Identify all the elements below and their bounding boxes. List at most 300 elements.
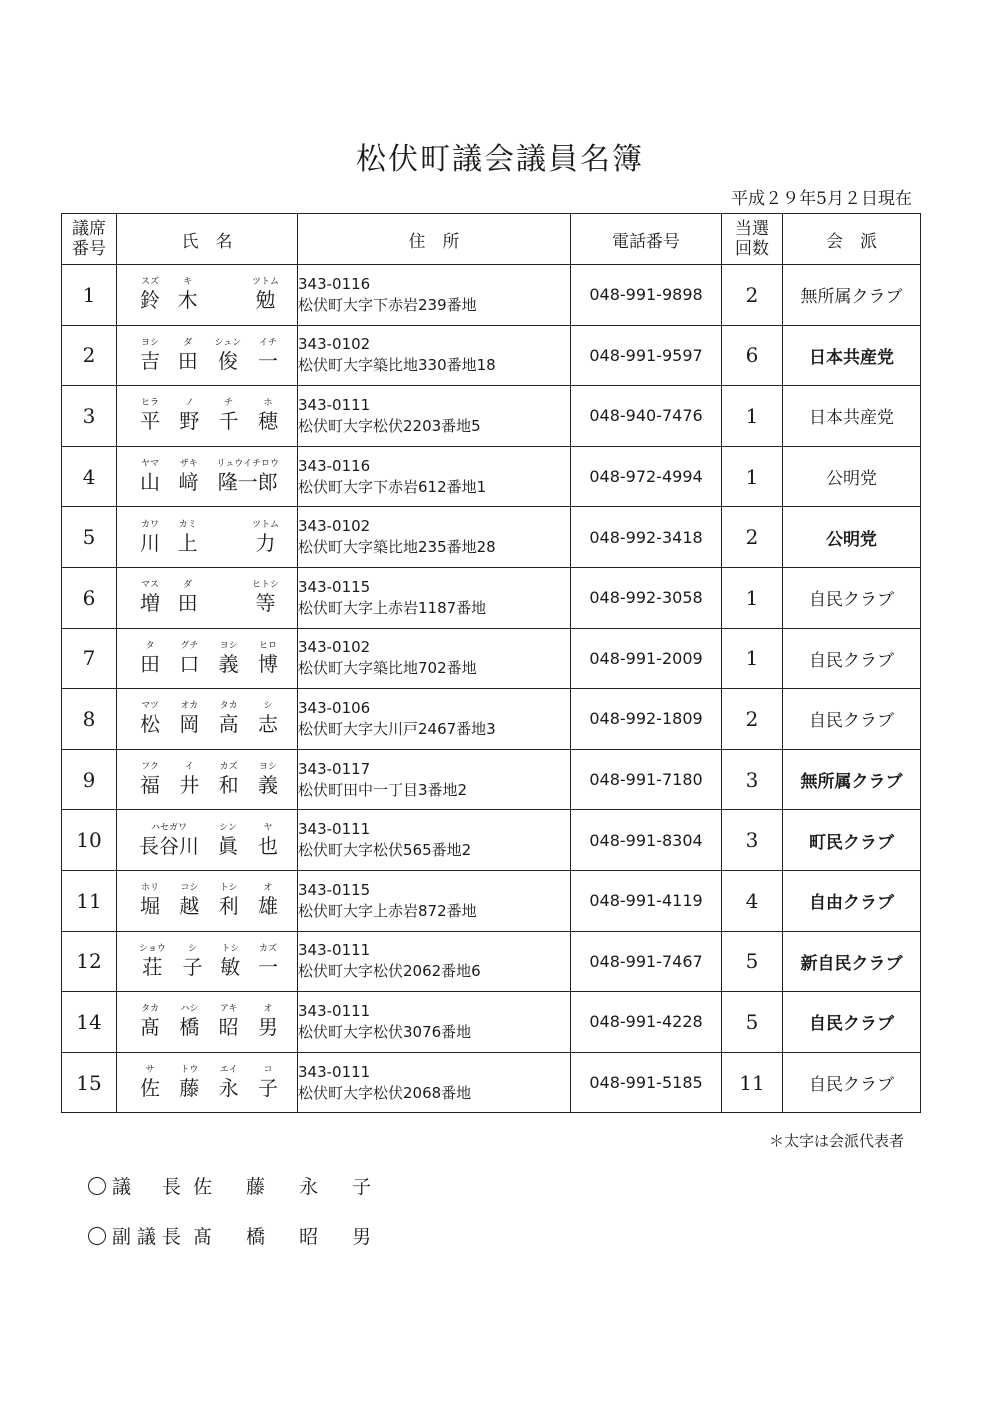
officer-name: 佐 藤 永 子 xyxy=(193,1176,386,1198)
member-phone: 048-991-2009 xyxy=(571,628,722,689)
member-phone: 048-991-4228 xyxy=(571,992,722,1053)
election-count: 1 xyxy=(722,628,783,689)
name-kanji: 川 xyxy=(140,530,160,555)
name-reading: オ xyxy=(263,1004,273,1015)
name-part xyxy=(139,398,161,433)
name-kanji: 千 xyxy=(218,409,239,434)
election-count: 3 xyxy=(722,749,783,810)
election-count: 5 xyxy=(722,992,783,1053)
name-part xyxy=(257,944,279,979)
name-part xyxy=(139,944,166,979)
officer-chair xyxy=(88,1172,385,1199)
officer-role: 議 長 xyxy=(112,1176,188,1198)
table-row xyxy=(62,992,921,1053)
member-address xyxy=(298,507,571,568)
name-reading: ダ xyxy=(183,337,193,348)
seat-number: 1 xyxy=(62,265,117,326)
member-faction: 無所属クラブ xyxy=(783,265,921,326)
member-name xyxy=(117,386,298,447)
member-name xyxy=(117,992,298,1053)
election-count: 2 xyxy=(722,265,783,326)
name-part xyxy=(139,762,161,797)
name-kanji: 義 xyxy=(218,651,239,676)
table-row xyxy=(62,507,921,568)
name-part xyxy=(257,1004,279,1039)
member-name xyxy=(117,446,298,507)
postal-code: 343-0111 xyxy=(298,1001,371,1020)
postal-code: 343-0116 xyxy=(298,456,371,475)
name-reading: ハセガワ xyxy=(150,822,187,833)
election-count: 3 xyxy=(722,810,783,871)
member-name-group xyxy=(117,338,297,373)
street-address: 松伏町大字松伏2062番地6 xyxy=(298,962,481,981)
name-reading: アキ xyxy=(219,1004,238,1015)
name-part xyxy=(139,520,161,555)
member-faction: 自民クラブ xyxy=(783,628,921,689)
name-part xyxy=(214,338,241,373)
name-kanji: 穂 xyxy=(257,409,278,434)
name-reading: イチ xyxy=(258,337,277,348)
name-part xyxy=(139,580,161,615)
name-kanji: 福 xyxy=(140,773,160,798)
name-part xyxy=(218,701,240,736)
election-count: 1 xyxy=(722,567,783,628)
table-row xyxy=(62,1052,921,1113)
name-reading: シン xyxy=(219,822,237,833)
member-faction: 公明党 xyxy=(783,507,921,568)
seat-number: 12 xyxy=(62,931,117,992)
table-row xyxy=(62,870,921,931)
name-reading: キ xyxy=(183,277,193,288)
member-name-group xyxy=(117,580,297,615)
name-reading: コシ xyxy=(180,883,199,894)
name-part xyxy=(177,580,199,615)
name-reading: ザキ xyxy=(179,459,198,470)
name-part xyxy=(139,277,161,312)
postal-code: 343-0111 xyxy=(298,1062,371,1081)
table-row xyxy=(62,265,921,326)
name-part xyxy=(257,1065,279,1100)
name-reading: ヒロ xyxy=(258,640,277,651)
header-phone: 電話番号 xyxy=(571,214,722,265)
name-kanji: 和 xyxy=(218,773,239,798)
postal-code: 343-0111 xyxy=(298,820,371,839)
seat-number: 2 xyxy=(62,325,117,386)
name-reading: ヒラ xyxy=(140,398,159,409)
name-kanji: 堀 xyxy=(140,894,160,919)
member-name xyxy=(117,749,298,810)
name-kanji: 吉 xyxy=(140,348,160,373)
name-part xyxy=(214,580,236,615)
name-kanji: 高 xyxy=(218,712,239,737)
postal-code: 343-0102 xyxy=(298,638,371,657)
name-kanji: 佐 xyxy=(140,1076,160,1101)
name-reading: チ xyxy=(224,398,234,409)
name-reading: ツトム xyxy=(251,519,279,530)
name-kanji: 田 xyxy=(140,651,160,676)
name-part xyxy=(257,338,279,373)
name-kanji: 長谷川 xyxy=(139,833,199,858)
name-reading: フク xyxy=(141,762,159,773)
name-reading: マツ xyxy=(141,701,159,712)
name-part xyxy=(257,762,279,797)
name-kanji: 勉 xyxy=(255,288,276,313)
member-faction: 日本共産党 xyxy=(783,386,921,447)
election-count: 6 xyxy=(722,325,783,386)
street-address: 松伏町田中一丁目3番地2 xyxy=(298,780,468,799)
name-kanji: 増 xyxy=(140,591,160,616)
election-count: 2 xyxy=(722,689,783,750)
member-address xyxy=(298,689,571,750)
name-reading: ホ xyxy=(263,398,273,409)
name-part xyxy=(139,883,161,918)
name-kanji: 岡 xyxy=(179,712,200,737)
postal-code: 343-0115 xyxy=(298,880,371,899)
table-row xyxy=(62,931,921,992)
name-kanji: 永 xyxy=(218,1076,239,1101)
bold-note: ＊太字は会派代表者 xyxy=(768,1132,904,1150)
name-reading: スズ xyxy=(140,277,159,288)
name-kanji: 﨑 xyxy=(178,470,199,495)
election-count: 4 xyxy=(722,870,783,931)
member-name-group xyxy=(117,520,297,555)
name-kanji: 俊 xyxy=(217,348,238,373)
member-address xyxy=(298,265,571,326)
table-row xyxy=(62,749,921,810)
member-name xyxy=(117,507,298,568)
name-kanji: 上 xyxy=(177,530,198,555)
name-reading: トウ xyxy=(180,1065,199,1076)
election-count: 5 xyxy=(722,931,783,992)
name-kanji: 男 xyxy=(257,1015,278,1040)
member-faction: 町民クラブ xyxy=(783,810,921,871)
name-part xyxy=(178,641,200,676)
seat-number: 14 xyxy=(62,992,117,1053)
member-name xyxy=(117,1052,298,1113)
name-part xyxy=(218,398,240,433)
name-reading: マス xyxy=(140,580,159,591)
member-address xyxy=(298,1052,571,1113)
name-reading: カズ xyxy=(258,943,277,954)
member-phone: 048-991-4119 xyxy=(571,870,722,931)
name-kanji: 木 xyxy=(177,288,198,313)
name-part xyxy=(257,823,279,858)
name-reading: ノ xyxy=(184,398,194,409)
member-name xyxy=(117,265,298,326)
table-row xyxy=(62,446,921,507)
member-phone: 048-991-9597 xyxy=(571,325,722,386)
header-name: 氏 名 xyxy=(117,214,298,265)
name-kanji: 山 xyxy=(140,470,160,495)
member-faction: 新自民クラブ xyxy=(783,931,921,992)
name-kanji: 利 xyxy=(218,894,239,919)
name-part xyxy=(214,520,236,555)
name-reading: カワ xyxy=(140,519,159,530)
name-part xyxy=(178,1004,200,1039)
name-part xyxy=(182,944,204,979)
street-address: 松伏町大字上赤岩872番地 xyxy=(298,901,477,920)
name-kanji: 等 xyxy=(255,591,276,616)
member-name-group xyxy=(117,1004,297,1039)
name-reading: ホリ xyxy=(140,883,159,894)
name-kanji: 平 xyxy=(140,409,160,434)
seat-number: 6 xyxy=(62,567,117,628)
officer-role: 副議長 xyxy=(112,1226,188,1248)
member-name xyxy=(117,931,298,992)
seat-number: 10 xyxy=(62,810,117,871)
name-part xyxy=(219,944,241,979)
member-faction: 自民クラブ xyxy=(783,567,921,628)
name-kanji: 越 xyxy=(179,894,200,919)
member-phone: 048-991-5185 xyxy=(571,1052,722,1113)
name-reading: コ xyxy=(263,1065,273,1076)
name-reading: エイ xyxy=(219,1065,238,1076)
member-address xyxy=(298,325,571,386)
name-kanji: 雄 xyxy=(257,894,278,919)
street-address: 松伏町大字上赤岩1187番地 xyxy=(298,598,487,617)
seat-number: 15 xyxy=(62,1052,117,1113)
name-part xyxy=(139,823,199,858)
name-part xyxy=(218,883,240,918)
name-reading: イ xyxy=(184,762,194,773)
seat-number: 9 xyxy=(62,749,117,810)
election-count: 11 xyxy=(722,1052,783,1113)
name-kanji: 鈴 xyxy=(140,288,160,313)
member-phone: 048-992-1809 xyxy=(571,689,722,750)
name-part xyxy=(178,701,200,736)
table-row xyxy=(62,567,921,628)
member-name-group xyxy=(117,459,297,494)
name-part xyxy=(217,823,239,858)
name-part xyxy=(139,701,161,736)
name-reading: ショウ xyxy=(139,943,166,954)
member-phone: 048-992-3418 xyxy=(571,507,722,568)
header-election-count xyxy=(722,214,783,265)
member-name-group xyxy=(117,641,297,676)
name-kanji: 野 xyxy=(179,409,200,434)
election-count: 1 xyxy=(722,446,783,507)
header-seat-line2: 番号 xyxy=(72,239,106,259)
seat-number: 3 xyxy=(62,386,117,447)
member-name-group xyxy=(117,762,297,797)
name-part xyxy=(178,883,200,918)
name-kanji: 力 xyxy=(255,530,276,555)
member-phone: 048-992-3058 xyxy=(571,567,722,628)
name-part xyxy=(139,641,161,676)
street-address: 松伏町大字築比地235番地28 xyxy=(298,538,496,557)
postal-code: 343-0117 xyxy=(298,759,371,778)
seat-number: 11 xyxy=(62,870,117,931)
header-seat-line1: 議席 xyxy=(72,219,106,239)
postal-code: 343-0116 xyxy=(298,274,371,293)
name-reading: ヒトシ xyxy=(251,580,279,591)
name-kanji: 志 xyxy=(257,712,278,737)
table-header-row xyxy=(62,214,921,265)
name-reading: グチ xyxy=(180,640,199,651)
as-of-date: 平成２９年5月２日現在 xyxy=(731,189,912,209)
member-name-group xyxy=(117,701,297,736)
postal-code: 343-0106 xyxy=(298,698,371,717)
name-kanji: 昭 xyxy=(218,1015,239,1040)
street-address: 松伏町大字下赤岩612番地1 xyxy=(298,477,487,496)
name-reading: タカ xyxy=(140,1004,159,1015)
roster-body xyxy=(62,265,921,1113)
seat-number: 8 xyxy=(62,689,117,750)
member-address xyxy=(298,749,571,810)
name-part xyxy=(257,701,279,736)
name-kanji: 義 xyxy=(257,773,278,798)
header-seat-number xyxy=(62,214,117,265)
table-row xyxy=(62,689,921,750)
name-part xyxy=(178,1065,200,1100)
name-kanji: 荘 xyxy=(142,954,163,979)
name-part xyxy=(177,520,199,555)
name-part xyxy=(214,277,236,312)
member-name-group xyxy=(117,944,297,979)
name-part xyxy=(252,580,279,615)
name-part xyxy=(218,641,240,676)
name-kanji: 眞 xyxy=(218,833,238,858)
election-count: 1 xyxy=(722,386,783,447)
name-kanji: 井 xyxy=(179,773,200,798)
circle-bullet-icon xyxy=(88,1227,106,1245)
name-reading: トシ xyxy=(219,883,238,894)
member-name xyxy=(117,870,298,931)
street-address: 松伏町大字築比地330番地18 xyxy=(298,356,496,375)
postal-code: 343-0111 xyxy=(298,941,371,960)
seat-number: 5 xyxy=(62,507,117,568)
member-name-group xyxy=(117,398,297,433)
name-reading: トシ xyxy=(221,943,240,954)
street-address: 松伏町大字松伏2203番地5 xyxy=(298,416,481,435)
name-reading: ダ xyxy=(183,580,193,591)
name-kanji: 一 xyxy=(257,348,278,373)
name-kanji: 藤 xyxy=(179,1076,200,1101)
postal-code: 343-0102 xyxy=(298,335,371,354)
member-faction: 日本共産党 xyxy=(783,325,921,386)
street-address: 松伏町大字松伏2068番地 xyxy=(298,1083,472,1102)
name-part xyxy=(139,338,161,373)
name-part xyxy=(178,398,200,433)
name-reading: リュウイチロウ xyxy=(216,459,279,470)
name-reading: ヤマ xyxy=(140,459,159,470)
member-address xyxy=(298,810,571,871)
table-row xyxy=(62,810,921,871)
member-name xyxy=(117,567,298,628)
name-kanji: 田 xyxy=(177,591,198,616)
name-reading: カミ xyxy=(178,519,197,530)
officer-name: 髙 橋 昭 男 xyxy=(193,1226,386,1248)
name-part xyxy=(218,1065,240,1100)
member-address xyxy=(298,992,571,1053)
name-part xyxy=(139,1065,161,1100)
name-kanji: 田 xyxy=(177,348,198,373)
name-part xyxy=(257,641,279,676)
name-kanji: 橋 xyxy=(179,1015,200,1040)
table-row xyxy=(62,628,921,689)
name-reading: ヤ xyxy=(263,822,273,833)
member-phone: 048-940-7476 xyxy=(571,386,722,447)
member-phone: 048-991-8304 xyxy=(571,810,722,871)
officer-vice-chair xyxy=(88,1222,385,1249)
member-faction: 自由クラブ xyxy=(783,870,921,931)
name-kanji: 博 xyxy=(257,651,278,676)
table-row xyxy=(62,386,921,447)
member-faction: 無所属クラブ xyxy=(783,749,921,810)
member-name xyxy=(117,689,298,750)
name-part xyxy=(178,459,200,494)
name-reading: ハシ xyxy=(180,1004,199,1015)
name-part xyxy=(139,1004,161,1039)
name-kanji: 隆一郎 xyxy=(217,470,278,495)
table-row xyxy=(62,325,921,386)
member-name-group xyxy=(117,883,297,918)
circle-bullet-icon xyxy=(88,1177,106,1195)
name-part xyxy=(218,762,240,797)
header-count-line1: 当選 xyxy=(735,219,769,239)
name-part xyxy=(177,338,199,373)
member-name xyxy=(117,628,298,689)
name-part xyxy=(252,520,279,555)
name-kanji: 口 xyxy=(179,651,200,676)
name-part xyxy=(178,762,200,797)
street-address: 松伏町大字築比地702番地 xyxy=(298,659,477,678)
name-reading: ツトム xyxy=(251,277,279,288)
postal-code: 343-0111 xyxy=(298,395,371,414)
name-reading: オカ xyxy=(180,701,199,712)
member-name xyxy=(117,325,298,386)
member-address xyxy=(298,386,571,447)
name-reading: ヨシ xyxy=(219,640,238,651)
member-faction: 自民クラブ xyxy=(783,689,921,750)
member-address xyxy=(298,870,571,931)
header-faction: 会 派 xyxy=(783,214,921,265)
election-count: 2 xyxy=(722,507,783,568)
street-address: 松伏町大字大川戸2467番地3 xyxy=(298,719,496,738)
page-title: 松伏町議会議員名簿 xyxy=(356,142,644,177)
postal-code: 343-0102 xyxy=(298,517,371,536)
name-reading: タ xyxy=(145,640,155,651)
name-part xyxy=(252,277,279,312)
member-name-group xyxy=(117,823,297,858)
seat-number: 4 xyxy=(62,446,117,507)
member-name-group xyxy=(117,277,297,312)
member-name xyxy=(117,810,298,871)
member-faction: 自民クラブ xyxy=(783,1052,921,1113)
member-address xyxy=(298,567,571,628)
name-reading: ヨシ xyxy=(258,762,277,773)
member-name-group xyxy=(117,1065,297,1100)
member-phone: 048-991-7180 xyxy=(571,749,722,810)
name-reading: カズ xyxy=(219,762,238,773)
member-address xyxy=(298,446,571,507)
name-reading: タカ xyxy=(219,701,238,712)
name-kanji: 子 xyxy=(257,1076,278,1101)
name-part xyxy=(139,459,161,494)
member-address xyxy=(298,931,571,992)
name-kanji: 髙 xyxy=(140,1015,160,1040)
member-faction: 公明党 xyxy=(783,446,921,507)
header-address: 住 所 xyxy=(298,214,571,265)
street-address: 松伏町大字松伏3076番地 xyxy=(298,1022,472,1041)
name-reading: シ xyxy=(263,701,273,712)
name-kanji: 子 xyxy=(182,954,203,979)
name-kanji: 也 xyxy=(258,833,278,858)
name-part xyxy=(218,1004,240,1039)
member-roster-table xyxy=(61,213,921,1113)
name-reading: シ xyxy=(188,943,198,954)
street-address: 松伏町大字下赤岩239番地 xyxy=(298,295,477,314)
